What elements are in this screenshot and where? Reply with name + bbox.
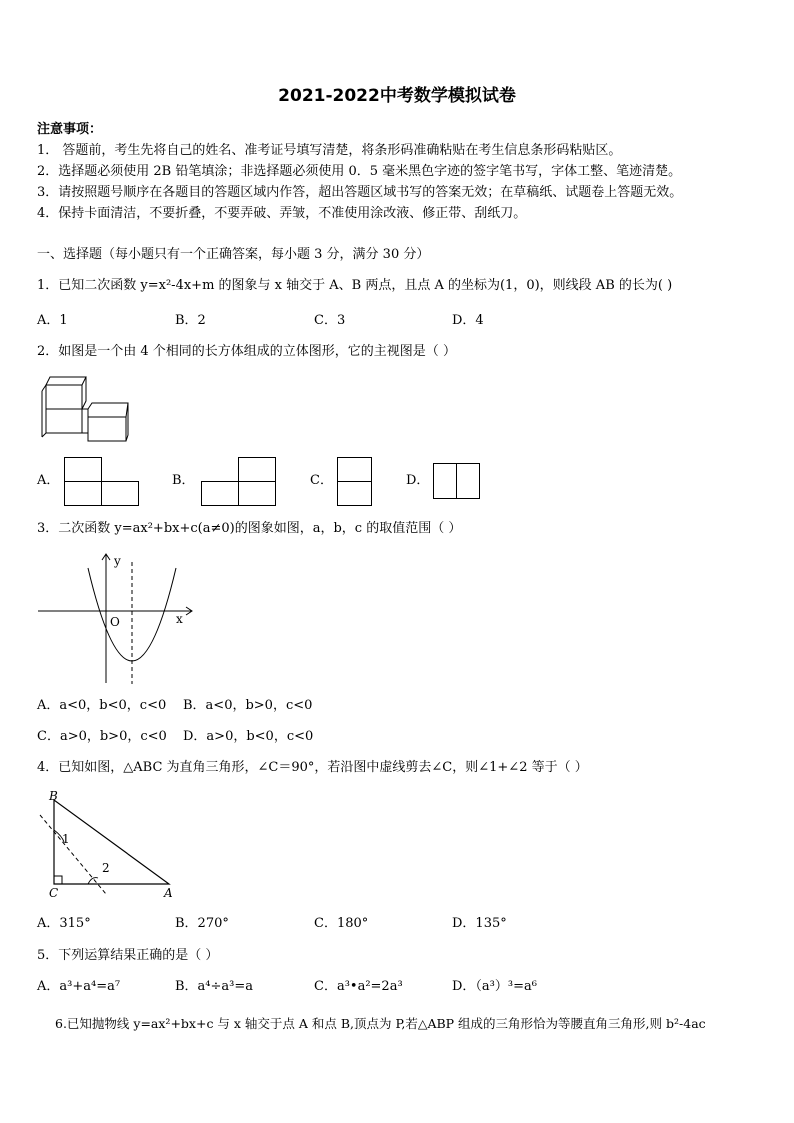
q3-y-axis-label: y (114, 554, 121, 568)
q3-x-axis-label: x (176, 612, 183, 626)
q4-angle-2-label: 2 (102, 861, 110, 875)
q2-option-d: D． (406, 473, 430, 488)
q2-3d-figure (40, 375, 130, 445)
q4-option-c: C．180° (314, 916, 369, 931)
q2-option-b: B． (172, 473, 195, 488)
question-4-stem: 4．已知如图，△ABC 为直角三角形，∠C＝90°，若沿图中虚线剪去∠C，则∠1+∠2 等于（ ） (37, 760, 588, 775)
q2-option-a: A． (37, 473, 60, 488)
q4-option-d: D．135° (452, 916, 507, 931)
q2-option-d-figure (433, 463, 481, 501)
question-2-stem: 2．如图是一个由 4 个相同的长方体组成的立体图形，它的主视图是（ ） (37, 344, 456, 359)
notice-item: 1． 答题前，考生先将自己的姓名、准考证号填写清楚，将条形码准确粘贴在考生信息条形码粘贴区。 (37, 143, 622, 158)
notice-item: 3．请按照题号顺序在各题目的答题区域内作答，超出答题区域书写的答案无效；在草稿纸、试题卷上答题无效。 (37, 185, 683, 200)
q2-option-c: C． (310, 473, 333, 488)
page-title: 2021-2022中考数学模拟试卷 (278, 86, 516, 106)
q2-option-b-figure (201, 457, 277, 507)
question-1-stem: 1．已知二次函数 y=x²-4x+m 的图象与 x 轴交于 A、B 两点，且点 A 的坐标为(1，0)，则线段 AB 的长为( ) (37, 278, 673, 293)
q1-option-d: D．4 (452, 313, 484, 328)
notice-item: 2．选择题必须使用 2B 铅笔填涂；非选择题必须使用 0．5 毫米黑色字迹的签字笔书写，字体工整、笔迹清楚。 (37, 164, 682, 179)
q4-option-a: A．315° (37, 916, 91, 931)
section-heading: 一、选择题（每小题只有一个正确答案，每小题 3 分，满分 30 分） (37, 247, 430, 262)
q4-option-b: B．270° (175, 916, 229, 931)
notice-item: 4．保持卡面清洁，不要折叠，不要弄破、弄皱，不准使用涂改液、修正带、刮纸刀。 (37, 206, 527, 221)
q5-option-b: B．a⁴÷a³=a (175, 979, 254, 994)
q1-option-b: B．2 (175, 313, 206, 328)
q5-option-d: D．（a³）³=a⁶ (452, 979, 537, 994)
q5-option-c: C．a³•a²=2a³ (314, 979, 403, 994)
q4-angle-1-label: 1 (62, 832, 70, 846)
q3-option-b: B．a<0，b>0，c<0 (183, 698, 313, 713)
q4-vertex-b: B (49, 789, 58, 803)
q1-option-c: C．3 (314, 313, 346, 328)
q2-option-a-figure (64, 457, 140, 507)
question-3-stem: 3．二次函数 y=ax²+bx+c(a≠0)的图象如图，a，b，c 的取值范围（ ） (37, 521, 462, 536)
q4-vertex-c: C (49, 886, 59, 900)
q3-option-a: A．a<0，b<0，c<0 (37, 698, 167, 713)
q4-vertex-a: A (164, 886, 173, 900)
q3-option-c: C．a>0，b>0，c<0 (37, 729, 167, 744)
q1-option-a: A．1 (37, 313, 68, 328)
question-5-stem: 5．下列运算结果正确的是（ ） (37, 948, 219, 963)
q2-option-c-figure (337, 457, 373, 507)
q3-option-d: D．a>0，b<0，c<0 (183, 729, 314, 744)
q5-option-a: A．a³+a⁴=a⁷ (37, 979, 121, 994)
q3-origin-label: O (110, 615, 120, 629)
notice-heading: 注意事项： (37, 122, 103, 137)
question-6-stem: 6.已知抛物线 y=ax²+bx+c 与 x 轴交于点 A 和点 B,顶点为 P,若△ABP 组成的三角形恰为等腰直角三角形,则 b²-4ac (55, 1016, 706, 1031)
q4-triangle-figure (34, 790, 184, 900)
